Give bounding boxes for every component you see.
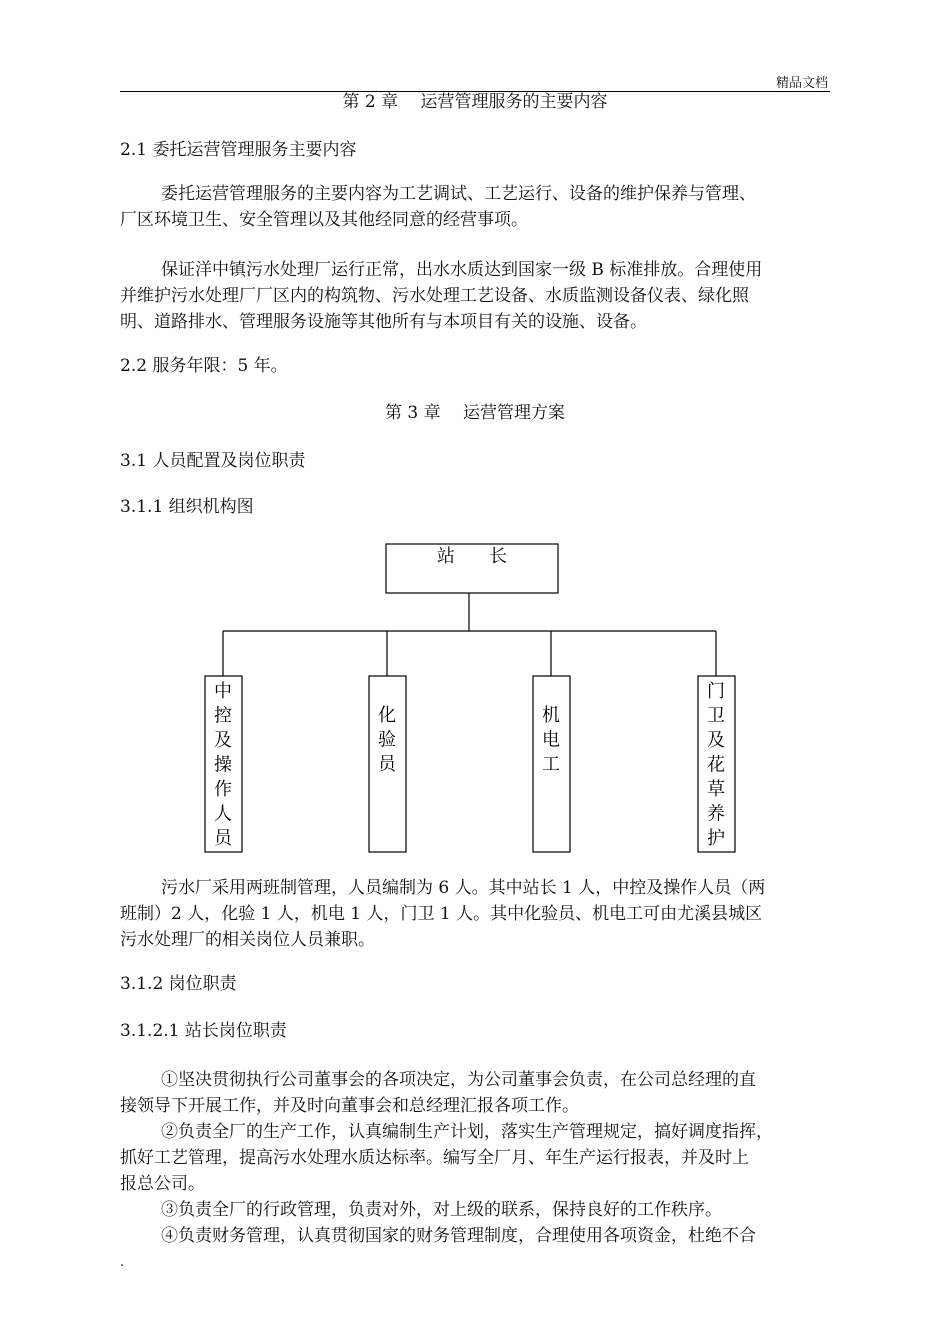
section-2-1-heading: 2.1 委托运营管理服务主要内容 [120, 140, 357, 160]
footer-mark: . [120, 1255, 125, 1270]
org-child-label-char: 养 [707, 803, 725, 825]
org-child-label-char: 中 [214, 681, 232, 702]
duty-line: ④负责财务管理，认真贯彻国家的财务管理制度，合理使用各项资金，杜绝不合 [161, 1226, 756, 1246]
org-child-label-char: 员 [214, 828, 232, 849]
org-root-label: 站 长 [436, 546, 508, 567]
text-line: 并维护污水处理厂厂区内的构筑物、污水处理工艺设备、水质监测设备仪表、绿化照 [120, 286, 749, 306]
section-3-1-2-1-heading: 3.1.2.1 站长岗位职责 [120, 1021, 287, 1041]
chapter-3-title: 第 3 章 运营管理方案 [384, 403, 566, 423]
section-3-1-heading: 3.1 人员配置及岗位职责 [120, 451, 306, 471]
text-line: 班制）2 人，化验 1 人，机电 1 人，门卫 1 人。其中化验员、机电工可由尤溪县城区 [120, 904, 763, 924]
chapter-2-title: 第 2 章 运营管理服务的主要内容 [342, 92, 608, 112]
header-label: 精品文档 [775, 76, 828, 91]
org-child-label-char: 电 [542, 729, 560, 751]
section-3-1-1-heading: 3.1.1 组织机构图 [120, 497, 254, 517]
org-child-label-char: 人 [214, 803, 232, 825]
org-child-label-char: 花 [707, 754, 725, 776]
org-child-label-char: 卫 [707, 705, 725, 727]
duty-line: ①坚决贯彻执行公司董事会的各项决定，为公司董事会负责，在公司总经理的直 [161, 1070, 756, 1090]
text-line: 委托运营管理服务的主要内容为工艺调试、工艺运行、设备的维护保养与管理、 [161, 184, 756, 204]
section-3-1-2-heading: 3.1.2 岗位职责 [120, 974, 237, 994]
org-child-label-char: 验 [378, 729, 396, 751]
duty-list [120, 1067, 830, 1249]
duty-line: 报总公司。 [120, 1174, 205, 1194]
duty-line: ②负责全厂的生产工作，认真编制生产计划，落实生产管理规定，搞好调度指挥， [161, 1122, 773, 1142]
org-child-label-char: 控 [214, 705, 232, 727]
org-child-label-char: 草 [707, 779, 725, 800]
org-child-label-char: 护 [707, 828, 725, 849]
org-child-label-char: 作 [214, 779, 232, 800]
org-child-label-char: 操 [214, 754, 232, 776]
org-child-label-char: 及 [707, 730, 725, 751]
paragraph-staffing [120, 875, 830, 953]
duty-line: ③负责全厂的行政管理，负责对外，对上级的联系，保持良好的工作秩序。 [161, 1200, 722, 1220]
text-line: 污水厂采用两班制管理，人员编制为 6 人。其中站长 1 人，中控及操作人员（两 [161, 878, 766, 898]
section-2-2: 2.2 服务年限：5 年。 [120, 356, 288, 376]
text-line: 明、道路排水、管理服务设施等其他所有与本项目有关的设施、设备。 [120, 312, 647, 332]
org-child-label-char: 及 [214, 730, 232, 751]
org-child-label-char: 工 [542, 754, 560, 775]
org-child-label-char: 机 [542, 705, 560, 726]
duty-line: 接领导下开展工作，并及时向董事会和总经理汇报各项工作。 [120, 1096, 579, 1116]
org-child-label-char: 员 [378, 754, 396, 775]
org-child-label-char: 门 [707, 681, 725, 702]
text-line: 污水处理厂的相关岗位人员兼职。 [120, 930, 375, 950]
duty-line: 抓好工艺管理，提高污水处理水质达标率。编写全厂月、年生产运行报表，并及时上 [120, 1148, 749, 1168]
text-line: 厂区环境卫生、安全管理以及其他经同意的经营事项。 [120, 210, 528, 230]
text-line: 保证洋中镇污水处理厂运行正常，出水水质达到国家一级 B 标准排放。合理使用 [161, 260, 763, 280]
org-child-label-char: 化 [378, 705, 396, 726]
org-child-labels [214, 681, 725, 849]
